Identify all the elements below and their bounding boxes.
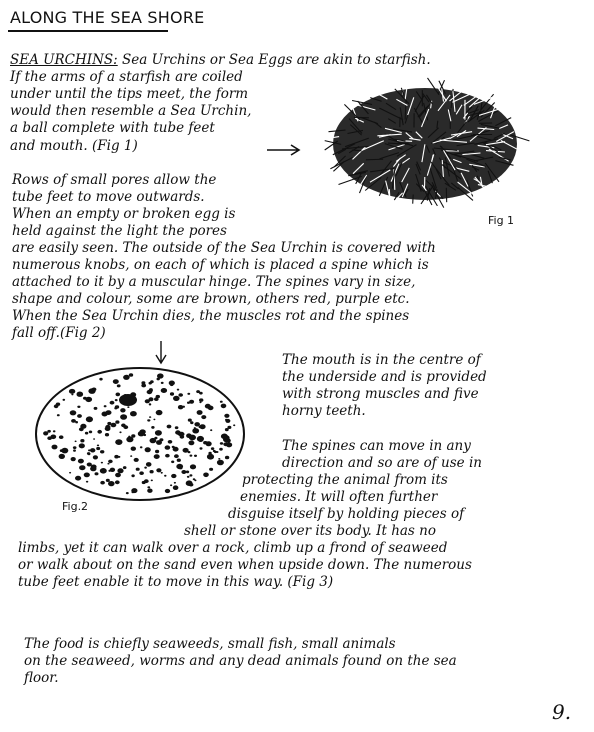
food-line: The food is chiefly seaweeds, small fish, small animals — [24, 636, 396, 652]
pores-line: tube feet to move outwards. — [12, 189, 205, 205]
test-knob — [101, 462, 103, 464]
test-knob — [208, 406, 214, 411]
test-knob — [189, 435, 196, 441]
test-knob — [225, 456, 229, 460]
test-knob — [80, 439, 84, 442]
test-knob — [220, 401, 223, 403]
test-knob — [100, 481, 105, 485]
test-knob — [140, 446, 143, 448]
test-knob — [71, 419, 76, 423]
urchin-spine — [389, 189, 390, 200]
test-knob — [190, 421, 193, 424]
mouth-line: the underside and is provided — [282, 369, 487, 385]
test-knob — [77, 406, 80, 408]
test-knob — [149, 403, 152, 405]
test-knob — [221, 404, 227, 409]
test-knob — [99, 378, 102, 381]
test-knob — [59, 435, 64, 439]
intro-line: would then resemble a Sea Urchin, — [10, 103, 252, 119]
test-knob — [183, 448, 189, 453]
test-knob — [147, 390, 153, 394]
test-knob — [165, 445, 171, 449]
urchin-spine — [366, 159, 383, 160]
test-knob — [194, 455, 197, 457]
pores-line: attached to it by a muscular hinge. The spines vary in size, — [12, 274, 416, 290]
test-knob — [93, 455, 98, 459]
test-knob — [165, 489, 170, 493]
test-knob — [223, 437, 230, 443]
test-knob — [115, 420, 119, 423]
test-knob — [90, 448, 95, 452]
test-knob — [196, 390, 200, 393]
test-knob — [187, 402, 190, 404]
arrow-right-icon — [266, 142, 302, 156]
test-knob — [106, 479, 110, 482]
test-knob — [147, 419, 150, 421]
test-knob — [80, 424, 86, 429]
sea-urchin-illustration — [312, 70, 538, 220]
test-knob — [233, 424, 235, 426]
test-knob — [181, 470, 186, 474]
page-number: 9. — [552, 700, 572, 724]
test-knob — [136, 468, 140, 471]
test-knob — [115, 399, 118, 401]
test-knob — [121, 424, 126, 428]
test-knob — [149, 397, 154, 401]
test-knob — [171, 474, 176, 478]
test-knob — [117, 468, 123, 473]
section-lead: SEA URCHINS: — [10, 52, 118, 68]
test-knob — [141, 381, 145, 384]
test-knob — [225, 419, 228, 421]
test-knob — [213, 450, 216, 452]
test-knob — [90, 466, 96, 471]
test-knob — [178, 432, 184, 437]
test-knob — [201, 415, 206, 419]
test-knob — [119, 431, 121, 433]
spines-line: enemies. It will often further — [240, 489, 438, 505]
urchin-spine — [354, 117, 369, 118]
test-knob — [84, 473, 90, 478]
test-knob — [156, 410, 163, 415]
test-knob — [145, 447, 151, 452]
test-knob — [54, 404, 59, 408]
test-knob — [199, 398, 203, 401]
test-knob — [224, 414, 229, 418]
test-knob — [178, 405, 183, 409]
test-knob — [161, 382, 164, 384]
test-knob — [190, 464, 196, 469]
test-knob — [203, 441, 207, 444]
spines-line: The spines can move in any — [282, 438, 471, 454]
test-knob — [138, 431, 145, 436]
test-knob — [154, 397, 159, 401]
intro-line: and mouth. (Fig 1) — [10, 138, 138, 154]
test-knob — [97, 430, 102, 434]
spines-line: shell or stone over its body. It has no — [184, 523, 436, 539]
test-knob — [151, 480, 153, 482]
test-knob — [165, 454, 170, 458]
test-knob — [227, 426, 231, 429]
test-knob — [164, 475, 166, 477]
test-knob — [100, 450, 104, 453]
test-knob — [73, 449, 76, 451]
mouth-line: The mouth is in the centre of — [282, 352, 481, 368]
test-knob — [69, 389, 75, 394]
test-knob — [149, 416, 151, 418]
test-knob — [106, 410, 112, 415]
test-knob — [43, 431, 48, 435]
test-knob — [154, 454, 160, 459]
test-knob — [110, 468, 115, 472]
pores-line: Rows of small pores allow the — [12, 172, 217, 188]
spines-line: or walk about on the sand even when upside down. The numerous — [18, 557, 472, 573]
test-knob — [199, 424, 205, 429]
test-knob — [61, 448, 68, 454]
test-knob — [79, 465, 85, 470]
test-knob — [174, 454, 179, 458]
sea-urchin-test-illustration — [30, 360, 252, 506]
test-knob — [79, 443, 85, 448]
test-knob — [93, 438, 95, 440]
urchin-spine — [413, 195, 414, 204]
spines-line: tube feet enable it to move in this way. (Fig 3) — [18, 574, 334, 590]
test-knob — [108, 460, 113, 464]
intro-line: under until the tips meet, the form — [10, 86, 249, 102]
test-knob — [190, 455, 193, 457]
test-knob — [188, 441, 194, 446]
test-knob — [100, 468, 107, 474]
test-knob — [217, 460, 224, 466]
test-knob — [146, 462, 152, 467]
test-knob — [59, 454, 65, 459]
spines-line: protecting the animal from its — [242, 472, 448, 488]
test-knob — [219, 448, 223, 451]
test-knob — [218, 458, 220, 460]
test-knob — [75, 441, 77, 443]
test-knob — [63, 399, 66, 401]
test-knob — [203, 473, 209, 478]
test-knob — [155, 430, 162, 436]
pores-line: are easily seen. The outside of the Sea Urchin is covered with — [12, 240, 436, 256]
test-knob — [123, 466, 127, 469]
test-knob — [187, 393, 190, 395]
test-knob — [178, 393, 183, 397]
pores-line: fall off.(Fig 2) — [12, 325, 106, 341]
test-knob — [71, 457, 76, 461]
test-knob — [210, 429, 212, 431]
test-knob — [156, 440, 162, 445]
test-knob — [69, 472, 71, 474]
test-knob — [114, 407, 117, 409]
intro-line-1 — [10, 52, 431, 69]
test-knob — [147, 486, 150, 488]
test-knob — [155, 450, 159, 453]
test-knob — [147, 489, 152, 493]
test-knob — [131, 474, 134, 477]
test-knob — [53, 430, 56, 432]
test-knob — [70, 410, 77, 415]
food-line: on the seaweed, worms and any dead animals found on the sea — [24, 653, 457, 669]
test-knob — [153, 419, 155, 421]
test-knob — [175, 426, 179, 429]
pores-line: numerous knobs, on each of which is placed a spine which is — [12, 257, 429, 273]
test-knob — [173, 485, 179, 490]
test-knob — [115, 439, 122, 445]
test-knob — [161, 472, 163, 474]
test-knob — [194, 427, 196, 429]
test-knob — [111, 423, 117, 428]
test-knob — [139, 471, 144, 475]
test-knob — [77, 392, 84, 397]
test-knob — [130, 455, 132, 457]
pores-line: When an empty or broken egg is — [12, 206, 236, 222]
test-knob — [173, 396, 180, 401]
mouth-line: horny teeth. — [282, 403, 366, 419]
test-knob — [157, 373, 164, 378]
test-knob — [120, 408, 125, 412]
test-knob — [226, 442, 232, 447]
test-knob — [131, 488, 137, 493]
test-knob — [134, 458, 139, 462]
test-knob — [86, 481, 88, 483]
intro-line: If the arms of a starfish are coiled — [10, 69, 243, 85]
test-knob — [85, 397, 92, 402]
test-knob — [200, 447, 203, 449]
test-knob — [115, 480, 120, 484]
food-line: floor. — [24, 670, 59, 686]
test-knob — [131, 447, 136, 451]
test-knob — [115, 473, 121, 478]
spines-line: direction and so are of use in — [282, 455, 482, 471]
pores-line: When the Sea Urchin dies, the muscles rot and the spines — [12, 308, 410, 324]
test-knob — [150, 470, 154, 473]
test-knob — [97, 445, 99, 447]
test-knob — [114, 455, 118, 459]
test-knob — [199, 401, 201, 403]
test-knob — [107, 463, 109, 465]
pores-line: held against the light the pores — [12, 223, 227, 239]
test-knob — [95, 472, 99, 475]
test-knob — [117, 384, 121, 387]
test-knob — [170, 392, 174, 395]
test-knob — [168, 440, 173, 444]
test-knob — [126, 492, 129, 494]
test-knob — [144, 467, 147, 469]
test-knob — [144, 479, 149, 483]
test-knob — [144, 434, 147, 436]
test-knob — [177, 389, 179, 391]
test-knob — [105, 426, 111, 431]
test-knob — [187, 476, 190, 478]
test-knob — [186, 480, 193, 486]
test-knob — [110, 401, 115, 405]
test-knob — [150, 380, 154, 383]
test-knob — [127, 406, 129, 408]
test-knob — [77, 414, 82, 418]
fig1-caption: Fig 1 — [488, 214, 515, 227]
intro-line: a ball complete with tube feet — [10, 120, 215, 136]
test-knob — [86, 416, 93, 422]
test-knob — [108, 481, 115, 486]
test-knob — [75, 476, 81, 481]
test-knob — [172, 446, 175, 448]
test-knob — [129, 373, 133, 377]
fig2-caption: Fig.2 — [62, 500, 89, 513]
test-knob — [89, 431, 92, 434]
spines-line: disguise itself by holding pieces of — [228, 506, 465, 522]
test-knob — [75, 421, 78, 423]
test-knob — [57, 414, 60, 416]
test-knob — [209, 468, 213, 471]
page-title: ALONG THE SEA SHORE — [10, 8, 205, 27]
test-knob — [197, 410, 203, 415]
test-knob — [207, 454, 214, 460]
test-knob — [73, 446, 77, 449]
test-knob — [105, 433, 109, 436]
mouth-line: with strong muscles and five — [282, 386, 479, 402]
test-knob — [169, 381, 175, 386]
pores-line: shape and colour, some are brown, others red, purple etc. — [12, 291, 410, 307]
test-knob — [176, 464, 183, 469]
test-knob — [120, 414, 127, 420]
test-knob — [85, 432, 88, 435]
test-knob — [220, 442, 223, 445]
test-knob — [177, 459, 181, 462]
test-knob — [116, 393, 121, 397]
test-knob — [50, 435, 56, 440]
test-knob — [104, 405, 107, 407]
test-knob — [130, 411, 137, 416]
test-knob — [192, 428, 199, 433]
test-knob — [94, 407, 98, 410]
test-knob — [156, 468, 161, 472]
test-knob — [92, 388, 97, 392]
test-knob — [52, 445, 58, 450]
test-knob — [208, 452, 211, 455]
test-knob — [186, 471, 189, 474]
test-knob — [194, 422, 200, 426]
test-knob — [78, 459, 84, 464]
test-knob — [170, 484, 172, 486]
test-knob — [161, 388, 167, 393]
test-knob — [123, 375, 130, 380]
test-knob — [113, 379, 119, 384]
title-underline — [8, 30, 168, 32]
test-knob — [88, 453, 91, 455]
intro-line-1-text: Sea Urchins or Sea Eggs are akin to starfish. — [122, 52, 431, 68]
test-knob — [171, 461, 174, 464]
test-knob — [188, 419, 192, 422]
test-knob — [167, 425, 172, 429]
test-knob — [189, 474, 192, 476]
spines-line: limbs, yet it can walk over a rock, climb up a frond of seaweed — [18, 540, 448, 556]
test-knob — [198, 438, 203, 442]
test-knob — [211, 447, 214, 450]
test-knob — [150, 438, 157, 443]
test-knob — [96, 447, 100, 450]
test-knob — [151, 426, 154, 429]
test-knob — [131, 434, 135, 437]
test-knob — [174, 482, 176, 484]
test-knob — [194, 480, 196, 482]
